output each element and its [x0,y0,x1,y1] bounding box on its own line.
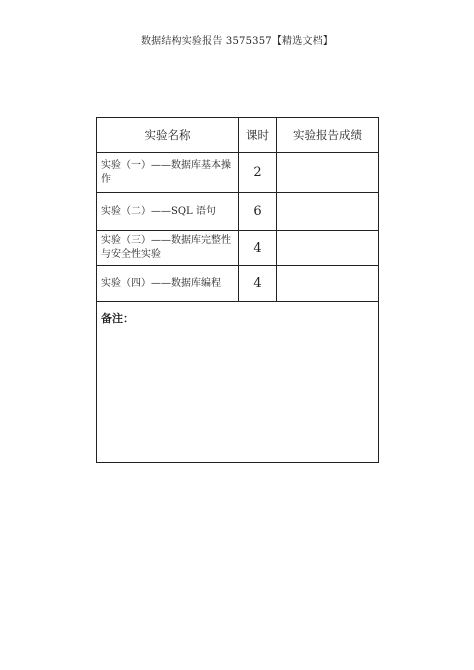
notes-row [97,302,379,463]
experiment-name: 实验（三）——数据库完整性与安全性实验 [97,231,239,266]
experiment-name: 实验（一）——数据库基本操作 [97,153,239,193]
column-header-hours: 课时 [239,118,277,153]
experiment-name: 实验（二）——SQL 语句 [97,193,239,231]
experiment-hours: 6 [239,193,277,231]
table-header-row [97,118,379,153]
experiment-hours: 4 [239,231,277,266]
table-row [97,193,379,231]
notes-label: 备注： [97,302,379,463]
experiment-hours: 4 [239,266,277,302]
experiment-grade [277,193,379,231]
experiment-name: 实验（四）——数据库编程 [97,266,239,302]
experiment-grade [277,153,379,193]
experiment-grade [277,231,379,266]
experiment-table [96,117,379,463]
column-header-grade: 实验报告成绩 [277,118,379,153]
document-header: 数据结构实验报告 3575357【精选文档】 [140,36,334,47]
experiment-grade [277,266,379,302]
experiment-hours: 2 [239,153,277,193]
table-row [97,231,379,266]
table-row [97,266,379,302]
column-header-name: 实验名称 [97,118,239,153]
table-row [97,153,379,193]
